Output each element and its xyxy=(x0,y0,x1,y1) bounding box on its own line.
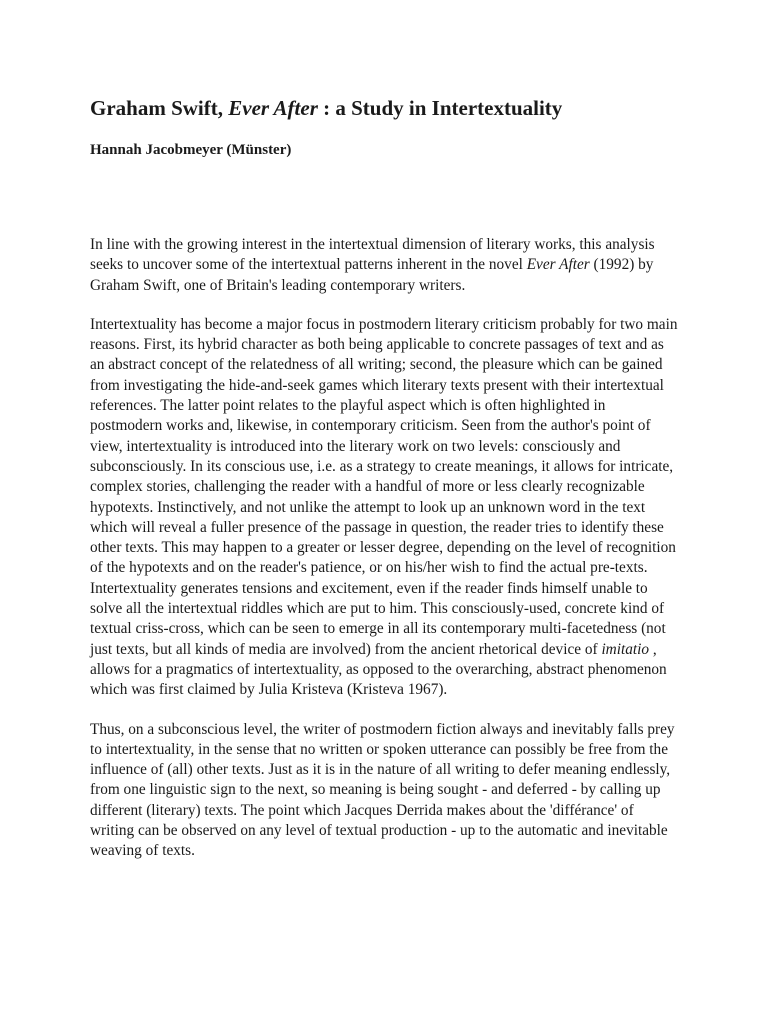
title-prefix: Graham Swift, xyxy=(90,96,229,120)
p2-text-b: , allows for a pragmatics of intertextuality, as opposed to the overarching, abstract phenomenon which was first claimed by Julia Kristeva (Kristeva 1967). xyxy=(90,640,667,699)
paragraph-3: Thus, on a subconscious level, the writer of postmodern fiction always and inevitably falls prey to intertextuality, in the sense that no written or spoken utterance can possibly be free from the influence of (all) other texts. Just as it is in the nature of all writing to defer meaning endlessly, from one linguistic sign to the next, so meaning is being sought - and deferred - by calling up different (literary) texts. The point which Jacques Derrida makes about the 'différance' of writing can be observed on any level of textual production - up to the automatic and inevitable weaving of texts. xyxy=(90,720,675,860)
p2-term: imitatio xyxy=(601,640,650,658)
p1-text-b: (1992) by Graham Swift, one of Britain's leading contemporary writers. xyxy=(90,256,654,294)
p1-text-a: In line with the growing interest in the intertextual dimension of literary works, this analysis seeks to uncover some of the intertextual patterns inherent in the novel xyxy=(90,236,655,274)
paragraph-1 xyxy=(90,235,680,296)
article-title xyxy=(90,94,562,122)
title-suffix: : a Study in Intertextuality xyxy=(317,96,563,120)
article-author: Hannah Jacobmeyer (Münster) xyxy=(90,142,292,158)
article-body xyxy=(90,235,680,881)
p2-text-a: Intertextuality has become a major focus in postmodern literary criticism probably for two main reasons. First, its hybrid character as both being applicable to concrete passages of text and as an abstract concept of the relatedness of all writing; second, the pleasure which can be gained from investigating the hide-and-seek games which literary texts present with their intertextual references. The latter point relates to the playful aspect which is often highlighted in postmodern works and, likewise, in contemporary criticism. Seen from the author's point of view, intertextuality is introduced into the literary work on two levels: consciously and subconsciously. In its conscious use, i.e. as a strategy to create meanings, it allows for intricate, complex stories, challenging the reader with a handful of more or less clearly recognizable hypotexts. Instinctively, and not unlike the attempt to look up an unknown word in the text which will reveal a fuller presence of the passage in question, the reader tries to identify these other texts. This may happen to a greater or lesser degree, depending on the level of recognition of the hypotexts and on the reader's patience, or on his/her wish to find the actual pre-texts. Intertextuality generates tensions and excitement, even if the reader finds himself unable to solve all the intertextual riddles which are put to him. This consciously-used, concrete kind of textual criss-cross, which can be seen to emerge in all its contemporary multi-facetedness (not just texts, but all kinds of media are involved) from the ancient rhetorical device of xyxy=(90,315,678,658)
p1-book-title: Ever After xyxy=(526,256,590,274)
title-book: Ever After xyxy=(228,96,318,120)
paragraph-2 xyxy=(90,315,680,701)
